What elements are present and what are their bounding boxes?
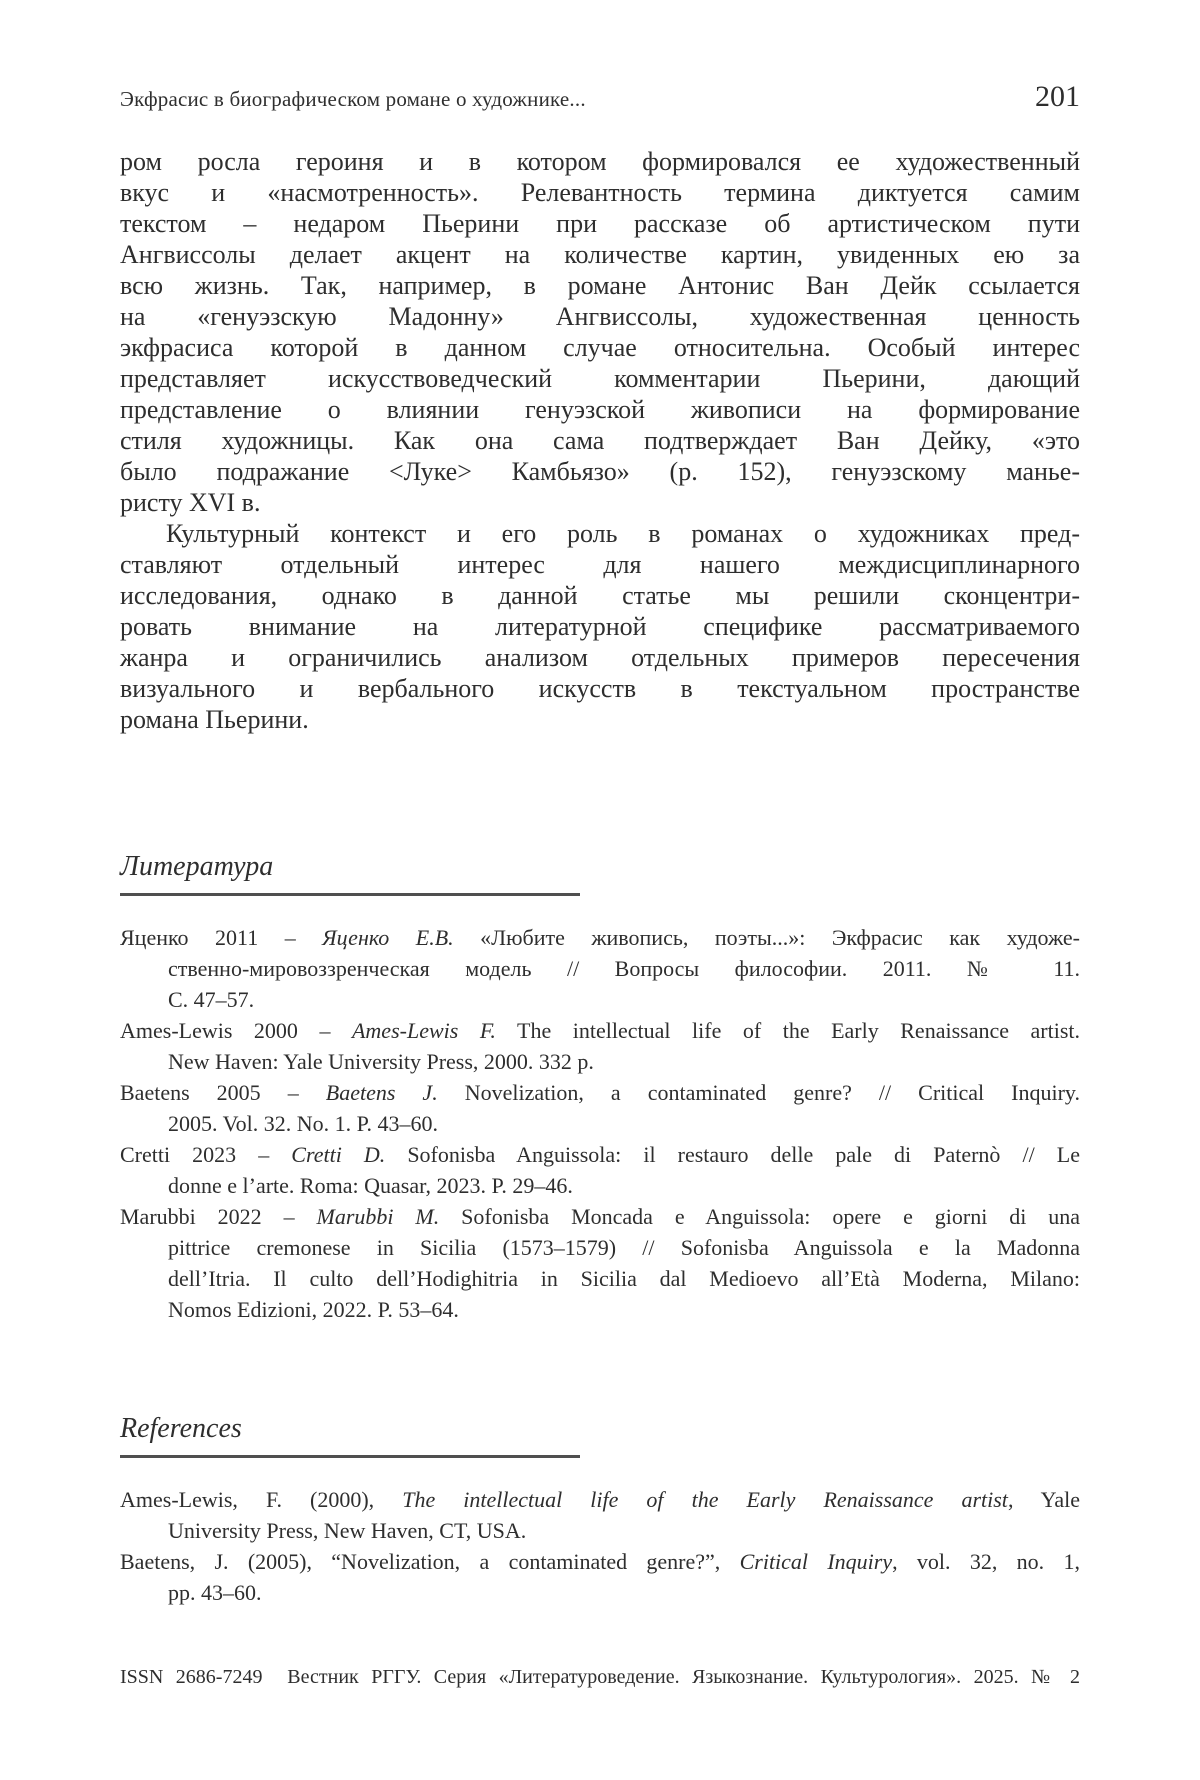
entry-line [120, 1046, 1080, 1077]
entry-text-run: New Haven: Yale University Press, 2000. 332 p. [168, 1049, 594, 1074]
entry-line [120, 1515, 1080, 1546]
heading-rule [120, 893, 580, 896]
entry-line [120, 1577, 1080, 1608]
entry-line [120, 1294, 1080, 1325]
text-line: визуального и вербального искусств в текстуальном пространстве [120, 674, 1080, 703]
text-line: жанра и ограничились анализом отдельных примеров пересечения [120, 643, 1080, 672]
entry-text-run: pittrice cremonese in Sicilia (1573–1579) // Sofonisba Anguissola e la Madonna [168, 1235, 1080, 1260]
entry-line [120, 1232, 1080, 1263]
text-line: текстом – недаром Пьерини при рассказе об артистическом пути [120, 209, 1080, 238]
entry-line [120, 1015, 1080, 1046]
reference-entry [120, 922, 1080, 1015]
entry-text-run: Sofonisba Moncada e Anguissola: opere e giorni di una [439, 1204, 1081, 1229]
entry-text-run: Baetens 2005 – [120, 1080, 326, 1105]
text-line: романа Пьерини. [120, 705, 309, 734]
entry-text-run: Ames-Lewis, F. (2000), [120, 1487, 403, 1512]
entry-text-run: donne e l’arte. Roma: Quasar, 2023. P. 29–46. [168, 1173, 573, 1198]
entry-italic-run: Marubbi M. [316, 1204, 440, 1229]
reference-entry [120, 1201, 1080, 1325]
entry-line [120, 1201, 1080, 1232]
entry-text-run: ственно-мировоззренческая модель // Вопросы философии. 2011. № 11. [168, 956, 1080, 981]
entry-text-run: Ames-Lewis 2000 – [120, 1018, 352, 1043]
entry-text-run: The intellectual life of the Early Renaissance artist. [495, 1018, 1081, 1043]
page-number: 201 [1035, 80, 1080, 113]
reference-entry [120, 1015, 1080, 1077]
literature-entries [120, 922, 1080, 1325]
text-line: ром росла героиня и в котором формировался ее художественный [120, 147, 1080, 176]
text-line: ристу XVI в. [120, 488, 261, 517]
paragraph [120, 146, 1080, 518]
entry-text-run: University Press, New Haven, CT, USA. [168, 1518, 527, 1543]
entry-line [120, 984, 1080, 1015]
reference-entry [120, 1077, 1080, 1139]
text-line: всю жизнь. Так, например, в романе Антонис Ван Дейк ссылается [120, 271, 1080, 300]
body-text [120, 146, 1080, 735]
entry-text-run: Baetens, J. (2005), “Novelization, a contaminated genre?”, [120, 1549, 740, 1574]
entry-italic-run: Ames-Lewis F. [351, 1018, 496, 1043]
text-line: исследования, однако в данной статье мы решили сконцентри- [120, 581, 1080, 610]
entry-text-run: dell’Itria. Il culto dell’Hodighitria in Sicilia dal Medioevo all’Età Moderna, Milano: [168, 1266, 1080, 1291]
text-line: экфрасиса которой в данном случае относительна. Особый интерес [120, 333, 1080, 362]
text-line: на «генуэзскую Мадонну» Ангвиссолы, художественная ценность [120, 302, 1080, 331]
entry-text-run: Novelization, a contaminated genre? // Critical Inquiry. [437, 1080, 1081, 1105]
entry-italic-run: The intellectual life of the Early Renaissance artist [402, 1487, 1008, 1512]
text-line: было подражание <Луке> Камбьязо» (р. 152), генуэзскому манье- [120, 457, 1080, 486]
entry-text-run: Cretti 2023 – [120, 1142, 292, 1167]
reference-entry [120, 1139, 1080, 1201]
entry-line [120, 953, 1080, 984]
running-header [120, 80, 1080, 120]
entry-italic-run: Cretti D. [291, 1142, 386, 1167]
entry-line [120, 1263, 1080, 1294]
paragraph [120, 518, 1080, 735]
entry-line [120, 1170, 1080, 1201]
entry-line [120, 922, 1080, 953]
text-line: ровать внимание на литературной специфике рассматриваемого [120, 612, 1080, 641]
page-footer: ISSN 2686-7249 Вестник РГГУ. Серия «Литературоведение. Языкознание. Культурология». 2025. № 2 [120, 1666, 1080, 1688]
text-line: представление о влиянии генуэзской живописи на формирование [120, 395, 1080, 424]
entry-text-run: , vol. 32, no. 1, [892, 1549, 1080, 1574]
text-line: вкус и «насмотренность». Релевантность термина диктуется самим [120, 178, 1080, 207]
entry-text-run: Nomos Edizioni, 2022. P. 53–64. [168, 1297, 459, 1322]
references-heading: References [120, 1413, 242, 1444]
entry-text-run: , Yale [1007, 1487, 1080, 1512]
entry-text-run: «Любите живопись, поэты...»: Экфрасис как художе- [453, 925, 1080, 950]
entry-italic-run: Critical Inquiry [739, 1549, 893, 1574]
entry-text-run: Sofonisba Anguissola: il restauro delle pale di Paternò // Le [385, 1142, 1080, 1167]
references-entries [120, 1484, 1080, 1608]
running-title: Экфрасис в биографическом романе о художнике... [120, 87, 586, 111]
entry-line [120, 1546, 1080, 1577]
entry-italic-run: Яценко Е.В. [322, 925, 454, 950]
references-section [120, 1413, 1080, 1608]
entry-line [120, 1108, 1080, 1139]
entry-text-run: Marubbi 2022 – [120, 1204, 317, 1229]
heading-rule [120, 1455, 580, 1458]
entry-italic-run: Baetens J. [325, 1080, 438, 1105]
entry-text-run: 2005. Vol. 32. No. 1. P. 43–60. [168, 1111, 438, 1136]
literature-section [120, 851, 1080, 1325]
entry-text-run: С. 47–57. [168, 987, 255, 1012]
entry-line [120, 1139, 1080, 1170]
text-line: Культурный контекст и его роль в романах о художниках пред- [166, 519, 1080, 548]
literature-heading: Литература [120, 851, 274, 882]
entry-text-run: Яценко 2011 – [120, 925, 323, 950]
entry-line [120, 1077, 1080, 1108]
text-line: Ангвиссолы делает акцент на количестве картин, увиденных ею за [120, 240, 1080, 269]
entry-text-run: pp. 43–60. [168, 1580, 262, 1605]
text-line: ставляют отдельный интерес для нашего междисциплинарного [120, 550, 1080, 579]
text-line: представляет искусствоведческий комментарии Пьерини, дающий [120, 364, 1080, 393]
text-line: стиля художницы. Как она сама подтверждает Ван Дейку, «это [120, 426, 1080, 455]
reference-entry [120, 1546, 1080, 1608]
entry-line [120, 1484, 1080, 1515]
reference-entry [120, 1484, 1080, 1546]
